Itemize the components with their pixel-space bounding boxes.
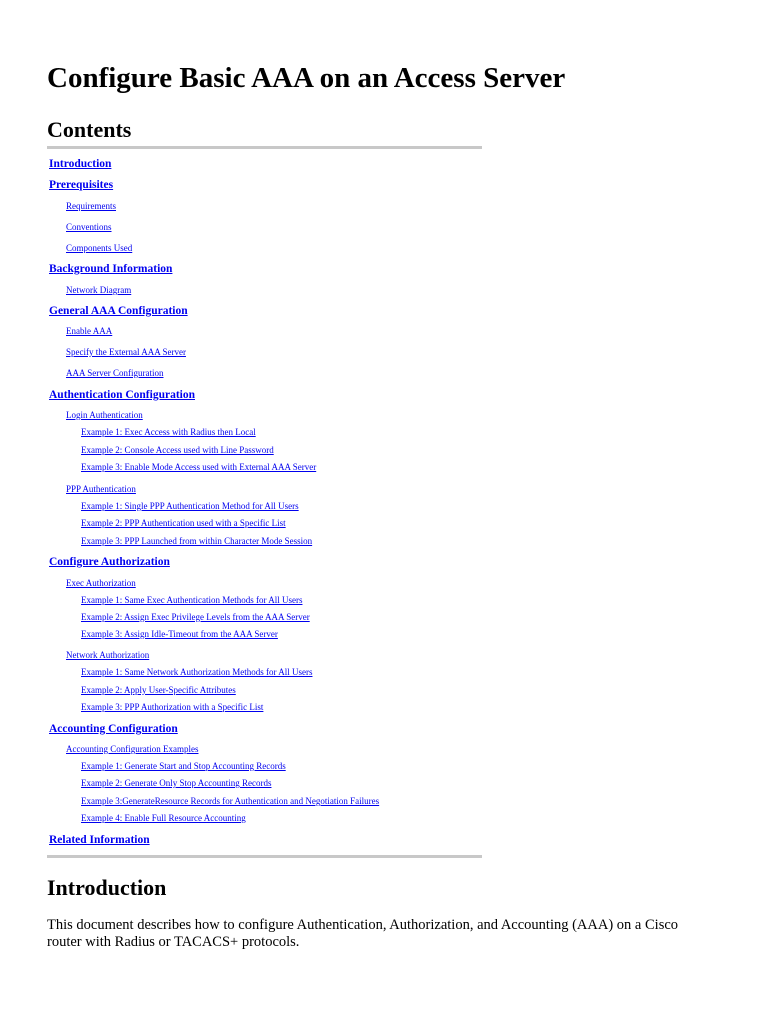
toc-link-network-example-1[interactable]: Example 1: Same Network Authorization Methods for All Users [81, 667, 313, 677]
toc-link-network-example-3[interactable]: Example 3: PPP Authorization with a Specific List [81, 702, 264, 712]
introduction-heading: Introduction [47, 875, 167, 900]
toc-link-ppp-authentication[interactable]: PPP Authentication [66, 484, 136, 494]
toc-link-ppp-example-1[interactable]: Example 1: Single PPP Authentication Method for All Users [81, 501, 299, 511]
toc-link-exec-example-1[interactable]: Example 1: Same Exec Authentication Methods for All Users [81, 595, 303, 605]
toc-link-requirements[interactable]: Requirements [66, 201, 116, 211]
introduction-paragraph: This document describes how to configure Authentication, Authorization, and Accounting (AAA) on a Cisco router with Radius or TACACS+ protocols. [47, 917, 679, 950]
toc-link-ppp-example-3[interactable]: Example 3: PPP Launched from within Character Mode Session [81, 536, 313, 546]
toc-link-background-information[interactable]: Background Information [49, 263, 173, 275]
toc-link-authentication-configuration[interactable]: Authentication Configuration [49, 389, 195, 401]
toc-link-network-authorization[interactable]: Network Authorization [66, 650, 150, 660]
contents-bottom-divider [47, 855, 482, 858]
toc-link-conventions[interactable]: Conventions [66, 222, 112, 232]
toc-link-configure-authorization[interactable]: Configure Authorization [49, 556, 170, 568]
toc-link-login-example-2[interactable]: Example 2: Console Access used with Line Password [81, 445, 274, 455]
toc-link-login-example-3[interactable]: Example 3: Enable Mode Access used with External AAA Server [81, 462, 317, 472]
toc-link-exec-authorization[interactable]: Exec Authorization [66, 578, 136, 588]
toc-link-components-used[interactable]: Components Used [66, 243, 133, 253]
toc-link-specify-external-aaa-server[interactable]: Specify the External AAA Server [66, 347, 186, 357]
contents-heading: Contents [47, 117, 132, 142]
toc-link-exec-example-3[interactable]: Example 3: Assign Idle-Timeout from the AAA Server [81, 629, 278, 639]
toc-link-introduction[interactable]: Introduction [49, 158, 112, 170]
toc-link-accounting-example-1[interactable]: Example 1: Generate Start and Stop Accounting Records [81, 761, 286, 771]
toc-link-exec-example-2[interactable]: Example 2: Assign Exec Privilege Levels from the AAA Server [81, 612, 310, 622]
toc-link-login-authentication[interactable]: Login Authentication [66, 410, 143, 420]
toc-link-accounting-configuration[interactable]: Accounting Configuration [49, 723, 178, 735]
toc-link-prerequisites[interactable]: Prerequisites [49, 179, 114, 191]
toc-link-accounting-example-3[interactable]: Example 3:GenerateResource Records for Authentication and Negotiation Failures [81, 796, 380, 806]
toc-link-aaa-server-configuration[interactable]: AAA Server Configuration [66, 368, 164, 378]
toc-link-network-example-2[interactable]: Example 2: Apply User-Specific Attributes [81, 685, 236, 695]
toc-link-login-example-1[interactable]: Example 1: Exec Access with Radius then Local [81, 427, 256, 437]
toc-link-general-aaa-configuration[interactable]: General AAA Configuration [49, 305, 188, 317]
toc-link-accounting-configuration-examples[interactable]: Accounting Configuration Examples [66, 744, 199, 754]
page-title: Configure Basic AAA on an Access Server [47, 62, 566, 94]
toc-link-related-information[interactable]: Related Information [49, 834, 150, 846]
toc-link-enable-aaa[interactable]: Enable AAA [66, 326, 113, 336]
toc-link-accounting-example-2[interactable]: Example 2: Generate Only Stop Accounting Records [81, 778, 272, 788]
toc-link-network-diagram[interactable]: Network Diagram [66, 285, 132, 295]
contents-top-divider [47, 146, 482, 149]
toc-link-ppp-example-2[interactable]: Example 2: PPP Authentication used with a Specific List [81, 518, 286, 528]
toc-link-accounting-example-4[interactable]: Example 4: Enable Full Resource Accounting [81, 813, 246, 823]
